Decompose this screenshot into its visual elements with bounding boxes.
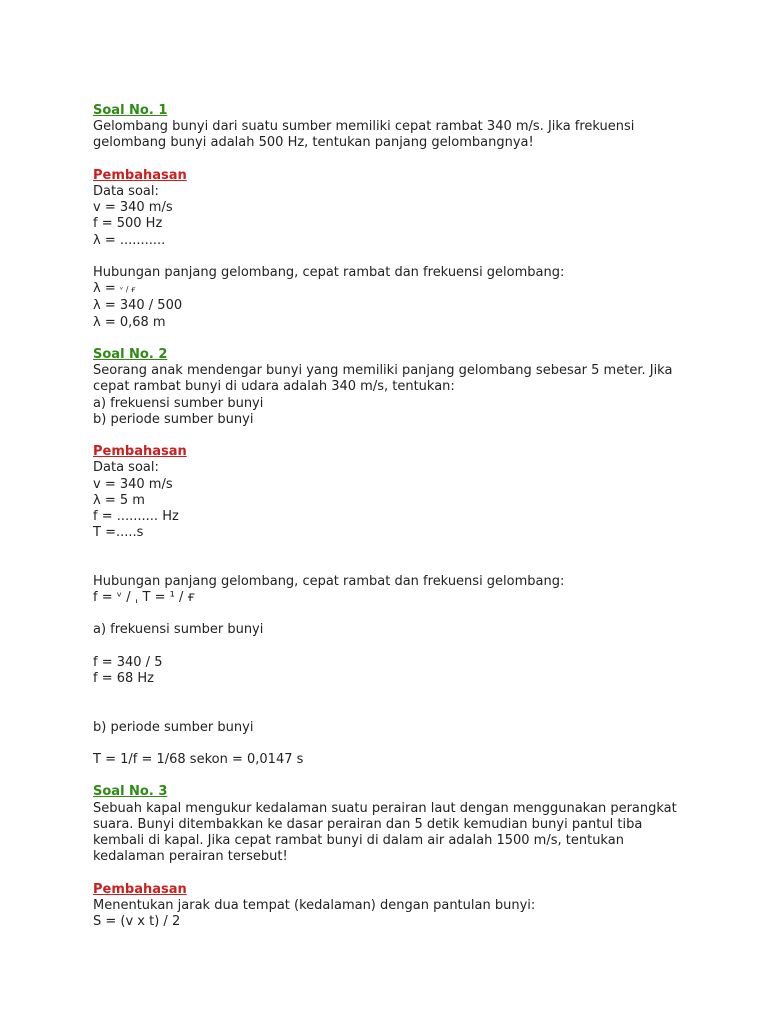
soal-3-pembahasan-heading: Pembahasan xyxy=(93,881,187,897)
soal-2-data-f: f = .......... Hz xyxy=(93,509,179,525)
soal-2-data-T: T =.....s xyxy=(93,525,144,541)
soal-1-question-line: Gelombang bunyi dari suatu sumber memiliki cepat rambat 340 m/s. Jika frekuensi xyxy=(93,119,635,135)
soal-1-question-line: gelombang bunyi adalah 500 Hz, tentukan panjang gelombangnya! xyxy=(93,135,534,151)
soal-2-hubungan: Hubungan panjang gelombang, cepat rambat dan frekuensi gelombang: xyxy=(93,573,565,589)
soal-1-data-v: v = 340 m/s xyxy=(93,200,173,216)
soal-2-title: Soal No. 2 xyxy=(93,347,168,362)
soal-1-data-label: Data soal: xyxy=(93,184,159,199)
soal-2-question-line: Seorang anak mendengar bunyi yang memiliki panjang gelombang sebesar 5 meter. Jika xyxy=(93,363,673,379)
soal-2-data-v: v = 340 m/s xyxy=(93,476,173,492)
soal-1-rumus xyxy=(93,281,733,298)
soal-1-data-lambda: λ = ........... xyxy=(93,232,166,248)
soal-2-part-a-calc: f = 340 / 5 xyxy=(93,654,163,670)
soal-2-part-a-result: f = 68 Hz xyxy=(93,671,155,686)
soal-3-question-line: suara. Bunyi ditembakkan ke dasar perairan dan 5 detik kemudian bunyi pantul tiba xyxy=(93,816,643,832)
soal-2-part-a-heading: a) frekuensi sumber bunyi xyxy=(93,622,264,638)
soal-2-item-a: a) frekuensi sumber bunyi xyxy=(93,395,264,411)
soal-2-pembahasan-heading: Pembahasan xyxy=(93,444,187,460)
soal-3-title: Soal No. 3 xyxy=(93,784,168,800)
soal-1-data-f: f = 500 Hz xyxy=(93,216,163,232)
soal-2-item-b: b) periode sumber bunyi xyxy=(93,411,254,427)
soal-1-calc: λ = 340 / 500 xyxy=(93,298,183,314)
soal-1-rumus-prefix: λ = xyxy=(93,281,120,297)
soal-2-part-b-heading: b) periode sumber bunyi xyxy=(93,719,254,735)
soal-3-menentukan: Menentukan jarak dua tempat (kedalaman) dengan pantulan bunyi: xyxy=(93,897,536,913)
soal-3-rumus: S = (v x t) / 2 xyxy=(93,913,181,929)
soal-2-question-line: cepat rambat bunyi di udara adalah 340 m/s, tentukan: xyxy=(93,379,455,395)
soal-3-question-line: kembali di kapal. Jika cepat rambat bunyi di dalam air adalah 1500 m/s, tentukan xyxy=(93,832,624,848)
soal-3-question-line: Sebuah kapal mengukur kedalaman suatu perairan laut dengan menggunakan perangkat xyxy=(93,800,677,816)
soal-3-question-line: kedalaman perairan tersebut! xyxy=(93,849,288,865)
soal-1-rumus-fraction: ᵛ / ғ xyxy=(119,285,136,295)
soal-1-title: Soal No. 1 xyxy=(93,103,168,118)
soal-1-hubungan: Hubungan panjang gelombang, cepat rambat dan frekuensi gelombang: xyxy=(93,265,565,280)
soal-2-part-b-result: T = 1/f = 1/68 sekon = 0,0147 s xyxy=(93,751,304,767)
soal-1-pembahasan-heading: Pembahasan xyxy=(93,167,187,183)
soal-2-rumus: f = ᵛ / ˌ T = ¹ / ғ xyxy=(93,590,196,606)
soal-1-result: λ = 0,68 m xyxy=(93,314,166,330)
soal-2-data-lambda: λ = 5 m xyxy=(93,492,145,508)
document-page xyxy=(93,103,733,930)
soal-2-data-label: Data soal: xyxy=(93,460,159,476)
